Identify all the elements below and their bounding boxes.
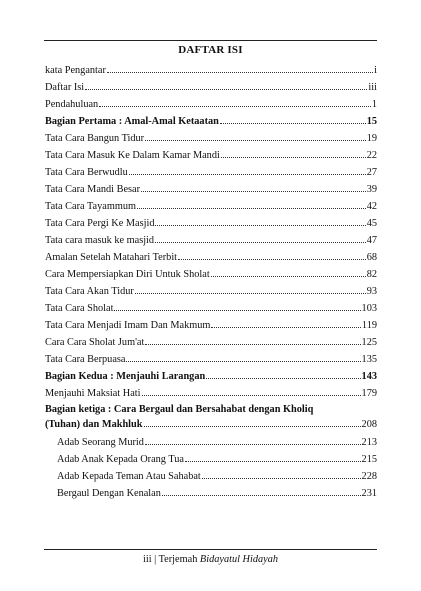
toc-entry-page: 47 [366,235,377,246]
toc-entry-label: Tata Cara Tayammum [45,201,137,212]
dot-leader [155,225,365,226]
toc-entry-label: Tata Cara Berpuasa [45,354,126,365]
dot-leader [211,276,366,277]
dot-leader [162,495,361,496]
dot-leader [220,123,366,124]
page-footer [44,553,377,567]
toc-entry-label: Cara Cara Sholat Jum'at [45,337,145,348]
dot-leader [145,140,366,141]
dot-leader [178,259,366,260]
toc-entry-label: Tata Cara Sholat [45,303,114,314]
dot-leader [144,426,361,427]
toc-entry-label: Bagian Kedua : Menjauhi Larangan [45,371,206,382]
toc-entry-label: Bagian Pertama : Amal-Amal Ketaatan [45,116,219,127]
toc-entry-label: Amalan Setelah Matahari Terbit [45,252,178,263]
footer-separator: | [154,554,157,565]
dot-leader [202,478,361,479]
toc-entry-label-line1: Bagian ketiga : Cara Bergaul dan Bersahabat dengan Kholiq [45,404,314,415]
footer-page-number: iii [142,554,152,565]
toc-entry-label-line2: (Tuhan) dan Makhluk [45,419,143,430]
toc-entry-page: 27 [366,167,377,178]
toc-entry[interactable] [45,130,377,147]
dot-leader [142,395,361,396]
toc-section-heading[interactable] [45,368,377,385]
toc-entry-label: Tata Cara Berwudlu [45,167,128,178]
toc-entry-page: 135 [361,354,377,365]
toc-entry[interactable] [45,181,377,198]
toc-entry-page: 119 [361,320,377,331]
toc-entry-label: Cara Mempersiapkan Diri Untuk Sholat [45,269,210,280]
toc-entry[interactable] [45,317,377,334]
toc-entry[interactable] [45,79,377,96]
toc-entry-page: 228 [361,471,377,482]
dot-leader [137,208,366,209]
dot-leader [85,89,367,90]
toc-entry[interactable] [45,385,377,402]
table-of-contents [45,62,377,502]
toc-entry[interactable] [45,215,377,232]
toc-entry-label: Tata cara masuk ke masjid [45,235,155,246]
toc-entry-label: Tata Cara Masuk Ke Dalam Kamar Mandi [45,150,220,161]
toc-entry-label: Tata Cara Pergi Ke Masjid [45,218,155,229]
toc-entry-label: Pendahuluan [45,99,99,110]
toc-entry[interactable] [45,147,377,164]
toc-entry[interactable] [45,62,377,79]
footer-prefix: Terjemah [158,554,198,565]
toc-entry-label: Daftar Isi [45,82,85,93]
dot-leader [141,191,366,192]
toc-entry-label: Tata Cara Akan Tidur [45,286,134,297]
toc-entry-page: 231 [361,488,377,499]
toc-entry-page: 39 [366,184,377,195]
toc-entry-page: i [374,65,377,76]
dot-leader [155,242,366,243]
dot-leader [211,327,361,328]
toc-entry-page: 179 [361,388,377,399]
toc-entry[interactable] [45,434,377,451]
toc-entry-label: Menjauhi Maksiat Hati [45,388,141,399]
toc-entry-label: Adab Anak Kepada Orang Tua [57,454,184,465]
toc-entry-page: 15 [366,116,377,127]
toc-entry-label: Adab Kepada Teman Atau Sahabat [57,471,201,482]
toc-entry[interactable] [45,351,377,368]
page-title: DAFTAR ISI [178,44,243,56]
toc-entry[interactable] [45,198,377,215]
toc-entry-label: Tata Cara Menjadi Imam Dan Makmum [45,320,211,331]
toc-entry-page: 208 [361,419,377,430]
toc-entry-page: 213 [361,437,377,448]
dot-leader [114,310,360,311]
toc-entry-page: 215 [361,454,377,465]
toc-entry[interactable] [45,164,377,181]
toc-entry-page: 45 [366,218,377,229]
toc-entry-label: Adab Seorang Murid [57,437,144,448]
toc-entry-label: kata Pengantar [45,65,106,76]
toc-entry[interactable] [45,451,377,468]
dot-leader [126,361,360,362]
toc-entry[interactable] [45,249,377,266]
header-rule [44,40,377,41]
toc-entry[interactable] [45,232,377,249]
footer-book-title: Bidayatul Hidayah [199,554,278,565]
toc-entry-page: 1 [371,99,377,110]
toc-entry-page: 68 [366,252,377,263]
dot-leader [107,72,373,73]
toc-entry-page: 42 [366,201,377,212]
toc-entry-page: 143 [361,371,377,382]
dot-leader [145,344,360,345]
toc-entry[interactable] [45,300,377,317]
toc-entry[interactable] [45,266,377,283]
toc-entry-label: Tata Cara Bangun Tidur [45,133,145,144]
toc-entry-label: Bergaul Dengan Kenalan [57,488,161,499]
toc-entry-page: 19 [366,133,377,144]
toc-entry-page: 82 [366,269,377,280]
dot-leader [145,444,361,445]
toc-entry-page: 125 [361,337,377,348]
dot-leader [185,461,361,462]
toc-entry[interactable] [45,96,377,113]
toc-entry[interactable] [45,485,377,502]
toc-entry[interactable] [45,334,377,351]
footer-rule [44,549,377,550]
toc-entry-page: iii [368,82,377,93]
toc-entry[interactable] [45,468,377,485]
dot-leader [135,293,366,294]
toc-section-heading[interactable] [45,402,377,432]
toc-entry[interactable] [45,283,377,300]
dot-leader [129,174,366,175]
dot-leader [99,106,371,107]
toc-entry-page: 103 [361,303,377,314]
toc-entry-page: 22 [366,150,377,161]
toc-entry-label: Tata Cara Mandi Besar [45,184,141,195]
toc-entry-page: 93 [366,286,377,297]
toc-section-heading[interactable] [45,113,377,130]
dot-leader [221,157,366,158]
dot-leader [206,378,360,379]
